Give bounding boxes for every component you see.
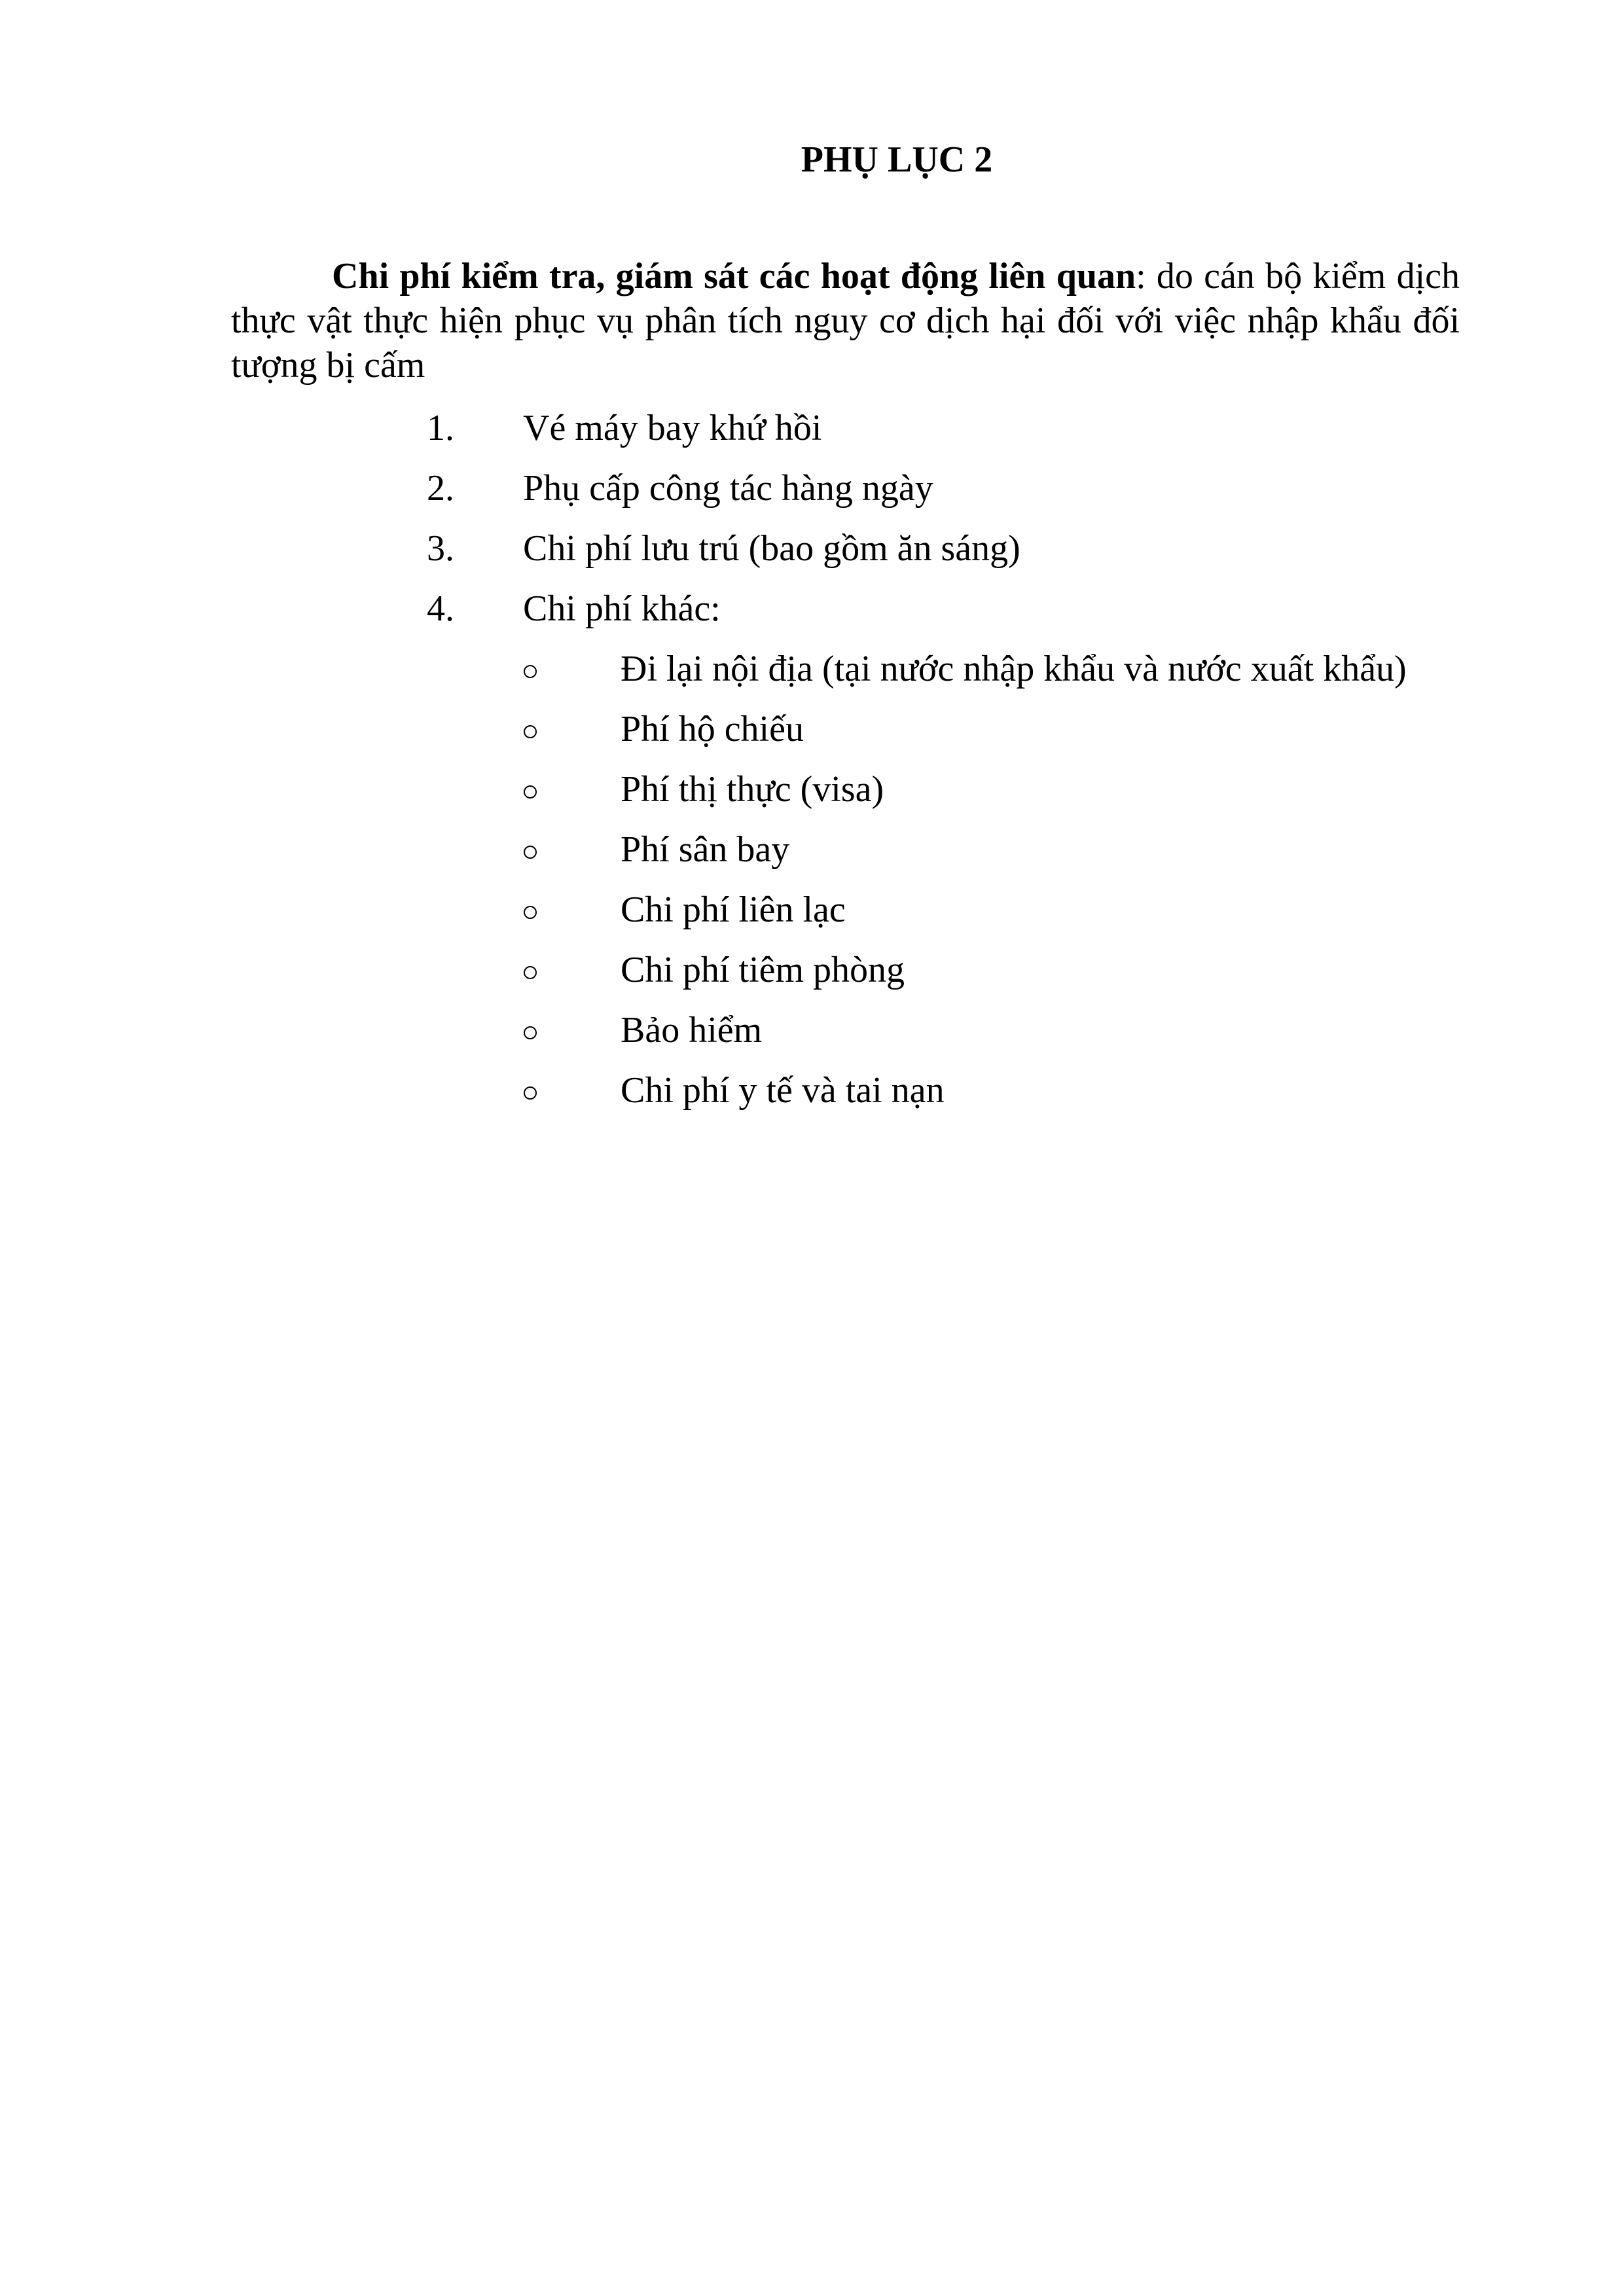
sub-list-item-text: Phí thị thực (visa) — [621, 769, 884, 810]
sub-list-item — [0, 945, 1624, 1005]
circle-bullet-icon — [524, 906, 537, 919]
list-item — [0, 403, 1624, 463]
list-item-text: Chi phí khác: — [523, 588, 721, 629]
list-item-number: 2. — [427, 468, 454, 509]
list-item-text: Vé máy bay khứ hồi — [523, 408, 822, 448]
circle-bullet-icon — [524, 725, 537, 738]
document-title: PHỤ LỤC 2 — [801, 139, 993, 180]
sub-list-item — [0, 704, 1624, 764]
circle-bullet-icon — [524, 665, 537, 678]
cost-list — [0, 403, 1624, 644]
sub-list-item-text: Phí hộ chiếu — [621, 709, 804, 749]
sub-list-item — [0, 1005, 1624, 1066]
sub-list-item — [0, 885, 1624, 945]
circle-bullet-icon — [524, 1086, 537, 1100]
list-item-text: Phụ cấp công tác hàng ngày — [523, 468, 933, 509]
sub-list-item — [0, 764, 1624, 825]
list-item — [0, 584, 1624, 644]
intro-paragraph — [231, 254, 1460, 387]
sub-list-item — [0, 825, 1624, 885]
sub-list-item-text: Phí sân bay — [621, 829, 790, 870]
intro-rest: : do cán bộ kiểm dịch thực vật thực hiện phục vụ phân tích nguy cơ dịch hại đối với việc nhập khẩu đối tượng bị cấm — [231, 256, 1460, 386]
sub-list-item — [0, 644, 1624, 704]
circle-bullet-icon — [524, 1026, 537, 1039]
sub-list-item-text: Chi phí y tế và tai nạn — [621, 1070, 945, 1111]
circle-bullet-icon — [524, 966, 537, 979]
circle-bullet-icon — [524, 846, 537, 859]
list-item — [0, 524, 1624, 584]
sub-list-item-text: Bảo hiểm — [621, 1010, 763, 1050]
list-item-number: 4. — [427, 588, 454, 629]
list-item — [0, 463, 1624, 524]
intro-lead: Chi phí kiểm tra, giám sát các hoạt động liên quan — [332, 256, 1136, 296]
list-item-number: 1. — [427, 408, 454, 448]
other-costs-list — [0, 644, 1624, 1126]
sub-list-item-text: Chi phí liên lạc — [621, 889, 846, 930]
sub-list-item-text: Chi phí tiêm phòng — [621, 950, 905, 990]
list-item-number: 3. — [427, 528, 454, 569]
sub-list-item — [0, 1066, 1624, 1126]
circle-bullet-icon — [524, 785, 537, 798]
sub-list-item-text: Đi lại nội địa (tại nước nhập khẩu và nước xuất khẩu) — [621, 649, 1407, 689]
list-item-text: Chi phí lưu trú (bao gồm ăn sáng) — [523, 528, 1020, 569]
